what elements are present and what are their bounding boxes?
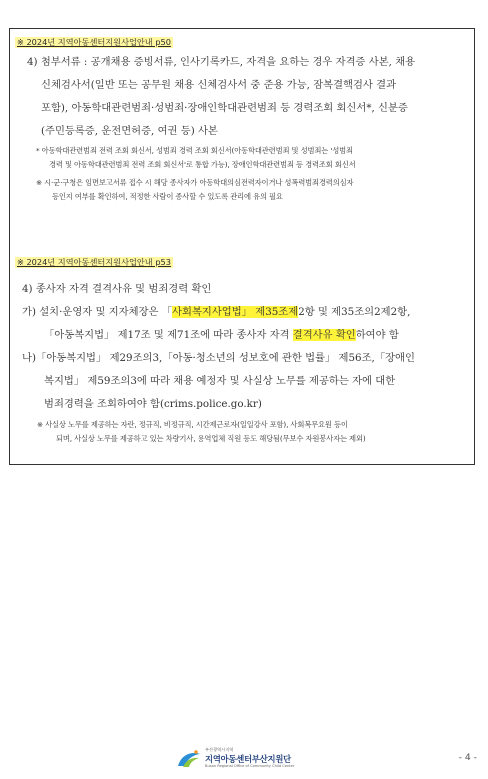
highlight-disqualification-check: 결격사유 확인 bbox=[292, 329, 356, 341]
item4-line4: (주민등록증, 운전면허증, 여권 등) 사본 bbox=[41, 125, 218, 137]
item4-line3: 포함), 아동학대관련범죄·성범죄·장애인학대관련범죄 등 경력조회 회신서*, 신분증 bbox=[41, 102, 408, 114]
ga-line2 bbox=[44, 328, 399, 342]
logo-main-text: 지역아동센터부산지원단 bbox=[205, 754, 291, 764]
logo-english-text: Busan Regional Office of Community Child Center bbox=[205, 764, 295, 768]
na-line2: 복지법」 제59조의3에 따라 채용 예정자 및 사실상 노무를 제공하는 자에 대한 bbox=[44, 375, 396, 387]
na-line3: 범죄경력을 조회하여야 함(crims.police.go.kr) bbox=[44, 398, 262, 410]
org-logo-icon bbox=[177, 749, 201, 769]
footnote-line2: 경력 및 아동학대관련범죄 전력 조회 회신서'로 통합 가능), 장애인학대관련범죄 등 경력조회 회신서 bbox=[49, 160, 356, 169]
note1-line2: 등인지 여부를 확인하여, 적정한 사람이 종사할 수 있도록 관리에 유의 필요 bbox=[52, 192, 283, 201]
ga-line1-a: 가) 설치·운영자 및 지자체장은 「 bbox=[22, 306, 173, 318]
page-number: - 4 - bbox=[458, 752, 477, 763]
ga-line1-b: 2항 및 제35조의2제2항, bbox=[298, 306, 411, 318]
ga-line1 bbox=[22, 305, 410, 319]
logo-small-text: 부산광역시지역 bbox=[205, 747, 234, 752]
section2-heading: 4) 종사자 자격 결격사유 및 범죄경력 확인 bbox=[22, 283, 212, 295]
item4-line2: 신체검사서(일반 또는 공무원 채용 신체검사서 중 준용 가능, 잠복결핵검사 결과 bbox=[41, 79, 397, 91]
item4-line1: 4) 첨부서류 : 공개채용 증빙서류, 인사기록카드, 자격을 요하는 경우 자격증 사본, 채용 bbox=[27, 56, 416, 68]
ga-line2-b: 하여야 함 bbox=[355, 329, 399, 341]
na-line1: 나)「아동복지법」 제29조의3,「아동·청소년의 성보호에 관한 법률」 제56조,「장애인 bbox=[22, 352, 415, 364]
reference-p50: ※ 2024년 지역아동센터지원사업안내 p50 bbox=[17, 37, 171, 47]
org-logo bbox=[177, 747, 307, 771]
ga-line2-a: 「아동복지법」 제17조 및 제71조에 따라 종사자 자격 bbox=[44, 329, 293, 341]
highlight-social-welfare-act: 사회복지사업법」 제35조제 bbox=[172, 306, 299, 318]
note2-line1: ※ 사실상 노무를 제공하는 자란, 정규직, 비정규직, 시간제근로자(일일강사 포함), 사회복무요원 등이 bbox=[37, 420, 348, 429]
footnote-line1: * 아동학대관련범죄 전력 조회 회신서, 성범죄 경력 조회 회신서(아동학대관련범죄 및 성범죄는 '성범죄 bbox=[36, 146, 353, 155]
note2-line2: 되며, 사실상 노무를 제공하고 있는 차량기사, 용역업체 직원 등도 해당됨(무보수 자원봉사자는 제외) bbox=[56, 434, 366, 443]
reference-p53: ※ 2024년 지역아동센터지원사업안내 p53 bbox=[17, 257, 171, 267]
note1-line1: ※ 시·군·구청은 임면보고서류 접수 시 해당 종사자가 아동학대의심전력자이거나 성폭력범죄경력의심자 bbox=[36, 178, 354, 187]
